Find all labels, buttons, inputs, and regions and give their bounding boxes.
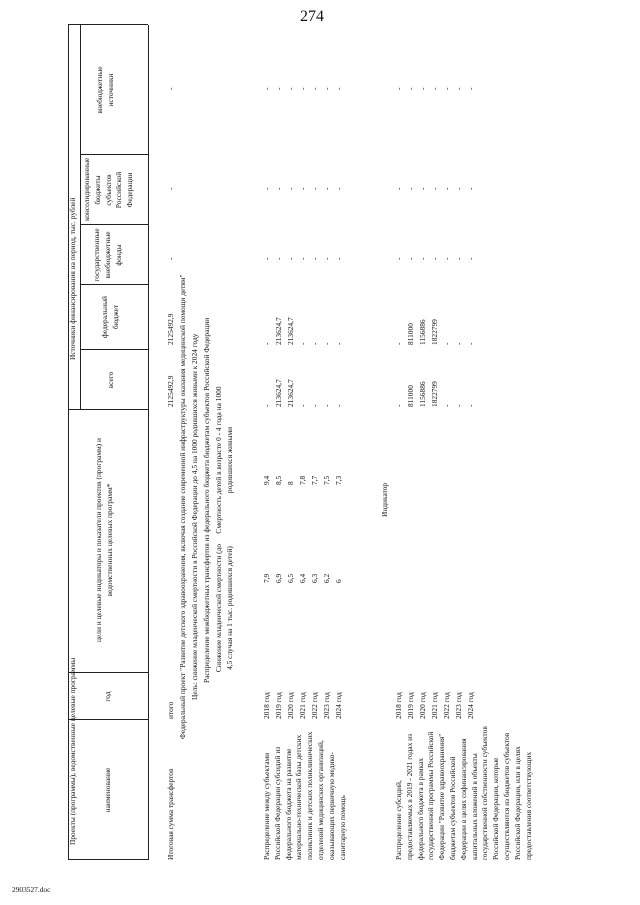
cell-fed: 1822799 bbox=[430, 319, 439, 345]
header-extra: внебюджетные источники bbox=[95, 66, 115, 114]
cell-cons: - bbox=[454, 187, 463, 190]
cell-cons: - bbox=[298, 187, 307, 190]
header-projects: Проекты (программы), ведомственные целевые программы bbox=[68, 657, 77, 845]
cell-cons: - bbox=[466, 187, 475, 190]
cell-gos: - bbox=[262, 257, 271, 260]
cell-year: 2018 год bbox=[394, 692, 403, 719]
cell-i1: 6,3 bbox=[310, 573, 319, 583]
cell-extra: - bbox=[406, 87, 415, 90]
indicator-label: Индикатор bbox=[380, 482, 389, 517]
cell-i1: 7,9 bbox=[262, 573, 271, 583]
cell-extra: - bbox=[466, 87, 475, 90]
block1-name: Распределение между субъектами Российской Федерации субсидий из федерального бюджета на развитие материально-технической базы детских поликлиник и детских поликлинических отделений медицинских организаций, оказывающих первичную медико-санитарную помощь bbox=[262, 731, 347, 860]
cell-i2: 7,8 bbox=[298, 475, 307, 485]
cell-fed: 1156886 bbox=[418, 319, 427, 345]
cell-cons: - bbox=[286, 187, 295, 190]
project-goal: Цель: снижение младенческой смертности в Российской Федерации до 4,5 на 1000 родившихся живыми к 2024 году bbox=[190, 333, 199, 700]
cell-fed: - bbox=[322, 342, 331, 345]
cell-cons: - bbox=[418, 187, 427, 190]
cell-vsego: - bbox=[394, 404, 403, 407]
cell-extra: - bbox=[286, 87, 295, 90]
cell-gos: - bbox=[334, 257, 343, 260]
cell-vsego: 1156886 bbox=[418, 381, 427, 407]
header-name: наименование bbox=[103, 767, 112, 813]
cell-gos: - bbox=[454, 257, 463, 260]
indicator-1-label: Снижение младенческой смертности (до 4,5 случая на 1 тыс. родившихся детей) bbox=[214, 543, 234, 673]
cell-extra: - bbox=[310, 87, 319, 90]
cell-cons: - bbox=[310, 187, 319, 190]
total-gos: - bbox=[166, 257, 175, 260]
cell-gos: - bbox=[418, 257, 427, 260]
cell-year: 2023 год bbox=[454, 692, 463, 719]
header-consolidated: консолидированные бюджеты субъектов Российской Федерации bbox=[82, 157, 135, 221]
cell-gos: - bbox=[322, 257, 331, 260]
header-goals: цели и целевые индикаторы и показатели проектов (программ) и ведомственных целевых программ* bbox=[94, 438, 114, 642]
cell-i2: 8 bbox=[286, 481, 295, 485]
cell-i2: 9,4 bbox=[262, 475, 271, 485]
cell-year: 2022 год bbox=[442, 692, 451, 719]
cell-i1: 6,4 bbox=[298, 573, 307, 583]
cell-gos: - bbox=[298, 257, 307, 260]
cell-extra: - bbox=[442, 87, 451, 90]
cell-year: 2021 год bbox=[430, 692, 439, 719]
cell-vsego: 811000 bbox=[406, 385, 415, 407]
cell-gos: - bbox=[274, 257, 283, 260]
cell-fed: - bbox=[454, 342, 463, 345]
header-gos-funds: государственные внебюджетные фонды bbox=[92, 228, 123, 282]
cell-i1: 6,2 bbox=[322, 573, 331, 583]
cell-vsego: - bbox=[466, 404, 475, 407]
cell-cons: - bbox=[430, 187, 439, 190]
cell-year: 2021 год bbox=[298, 692, 307, 719]
cell-gos: - bbox=[442, 257, 451, 260]
cell-cons: - bbox=[322, 187, 331, 190]
cell-extra: - bbox=[262, 87, 271, 90]
total-federal: 2125492,9 bbox=[166, 313, 175, 345]
header-year: год bbox=[103, 691, 112, 702]
project-title: Федеральный проект "Развитие детского здравоохранения, включая создание современной инфраструктуры оказания медицинской помощи детям" bbox=[178, 274, 187, 739]
cell-fed: - bbox=[262, 342, 271, 345]
cell-vsego: 213624,7 bbox=[286, 379, 295, 407]
cell-cons: - bbox=[334, 187, 343, 190]
cell-extra: - bbox=[394, 87, 403, 90]
cell-year: 2020 год bbox=[286, 692, 295, 719]
cell-year: 2019 год bbox=[274, 692, 283, 719]
cell-vsego: 1822799 bbox=[430, 381, 439, 407]
cell-i1: 6,5 bbox=[286, 573, 295, 583]
cell-year: 2024 год bbox=[466, 692, 475, 719]
cell-fed: - bbox=[310, 342, 319, 345]
cell-i2: 7,3 bbox=[334, 475, 343, 485]
cell-cons: - bbox=[406, 187, 415, 190]
cell-year: 2019 год bbox=[406, 692, 415, 719]
cell-i1: 6,9 bbox=[274, 573, 283, 583]
cell-vsego: 213624,7 bbox=[274, 379, 283, 407]
cell-extra: - bbox=[334, 87, 343, 90]
cell-i2: 7,7 bbox=[310, 475, 319, 485]
cell-fed: - bbox=[466, 342, 475, 345]
cell-i1: 6 bbox=[334, 579, 343, 583]
cell-year: 2020 год bbox=[418, 692, 427, 719]
cell-gos: - bbox=[430, 257, 439, 260]
total-year: итого bbox=[166, 701, 175, 719]
cell-year: 2024 год bbox=[334, 692, 343, 719]
cell-vsego: - bbox=[310, 404, 319, 407]
cell-gos: - bbox=[466, 257, 475, 260]
cell-year: 2018 год bbox=[262, 692, 271, 719]
cell-fed: 213624,7 bbox=[274, 317, 283, 345]
header-total: всего bbox=[106, 371, 115, 389]
cell-gos: - bbox=[406, 257, 415, 260]
block2-name: Распределение субсидий, предоставляемых в 2019 - 2021 годах из федерального бюджета в рамках государственной программы Российской Федерации "Развитие здравоохранения" бюджетам субъектов Российской Федерации в целях софинансирования капитальных вложений в объекты государственной собственности субъектов Российской Федерации, которые осуществляются из бюджетов субъектов Российской Федерации, или в целях предоставления соответствующих bbox=[394, 726, 533, 860]
cell-extra: - bbox=[418, 87, 427, 90]
cell-fed: 213624,7 bbox=[286, 317, 295, 345]
cell-extra: - bbox=[298, 87, 307, 90]
cell-year: 2022 год bbox=[310, 692, 319, 719]
cell-year: 2023 год bbox=[322, 692, 331, 719]
cell-gos: - bbox=[394, 257, 403, 260]
cell-extra: - bbox=[430, 87, 439, 90]
page-number: 274 bbox=[300, 8, 324, 25]
total-extra: - bbox=[166, 87, 175, 90]
cell-cons: - bbox=[394, 187, 403, 190]
cell-i2: 7,5 bbox=[322, 475, 331, 485]
cell-extra: - bbox=[322, 87, 331, 90]
cell-fed: 811000 bbox=[406, 323, 415, 345]
cell-vsego: - bbox=[454, 404, 463, 407]
cell-gos: - bbox=[310, 257, 319, 260]
cell-fed: - bbox=[394, 342, 403, 345]
cell-i2: 8,5 bbox=[274, 475, 283, 485]
total-cons: - bbox=[166, 187, 175, 190]
indicator-2-label: Смертность детей в возрасте 0 - 4 года на 1000 родившихся живыми bbox=[214, 386, 234, 534]
cell-cons: - bbox=[442, 187, 451, 190]
cell-vsego: - bbox=[298, 404, 307, 407]
header-federal: федеральный бюджет bbox=[100, 296, 120, 338]
cell-cons: - bbox=[274, 187, 283, 190]
total-vsego: 2125492,9 bbox=[166, 375, 175, 407]
cell-fed: - bbox=[442, 342, 451, 345]
cell-cons: - bbox=[262, 187, 271, 190]
total-name: Итоговая сумма трансфертов bbox=[166, 768, 175, 860]
cell-vsego: - bbox=[442, 404, 451, 407]
cell-extra: - bbox=[274, 87, 283, 90]
cell-vsego: - bbox=[322, 404, 331, 407]
cell-extra: - bbox=[454, 87, 463, 90]
cell-gos: - bbox=[286, 257, 295, 260]
cell-fed: - bbox=[298, 342, 307, 345]
cell-fed: - bbox=[334, 342, 343, 345]
cell-vsego: - bbox=[262, 404, 271, 407]
header-sources: Источники финансирования на период, тыс. рублей bbox=[68, 197, 77, 360]
footer-filename: 2903527.doc bbox=[12, 885, 51, 894]
cell-vsego: - bbox=[334, 404, 343, 407]
project-transfers: Распределение межбюджетных трансфертов из федерального бюджета бюджетам субъектов Российской Федерации bbox=[202, 317, 211, 683]
